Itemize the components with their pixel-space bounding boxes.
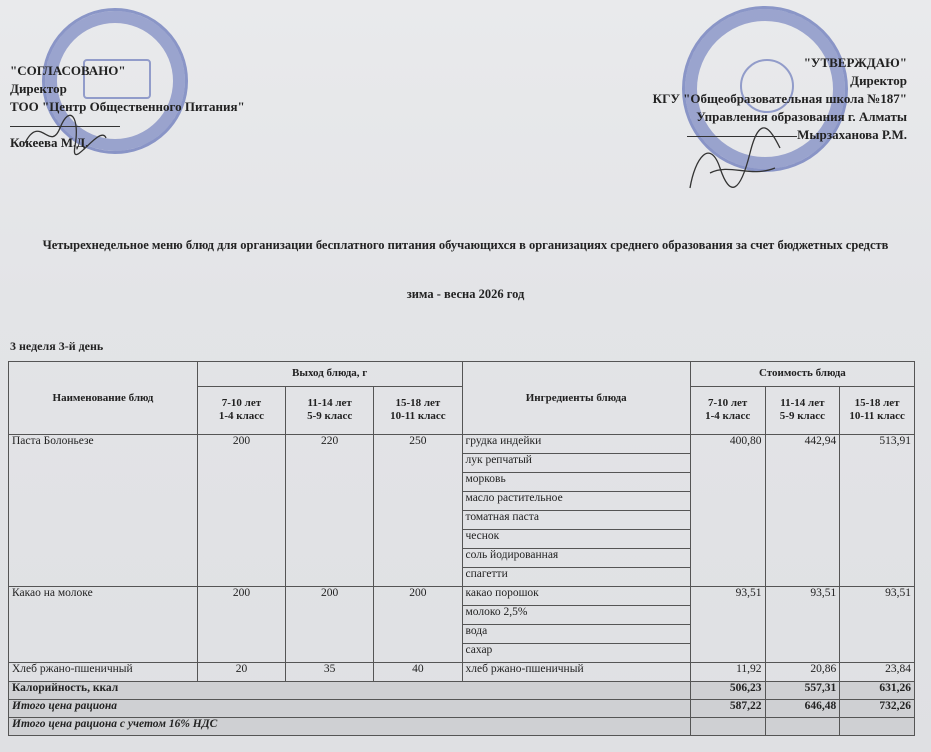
total-label: Итого цена рациона с учетом 16% НДС <box>9 718 691 736</box>
ingredient-cell: сахар <box>462 644 690 663</box>
header-cost-age-1-class: 1-4 класс <box>705 410 751 423</box>
total-value-3: 732,26 <box>840 700 915 718</box>
total-label: Калорийность, ккал <box>9 682 691 700</box>
dish-cost-3: 513,91 <box>840 435 915 587</box>
header-age-1-class: 1-4 класс <box>218 410 265 423</box>
ingredient-cell: морковь <box>462 473 690 492</box>
dish-output-2: 35 <box>286 663 374 682</box>
dish-output-1: 200 <box>197 587 285 663</box>
ingredient-cell: грудка индейки <box>462 435 690 454</box>
dish-output-2: 200 <box>286 587 374 663</box>
header-cost-age-3-years: 15-18 лет <box>854 397 900 410</box>
day-label: 3 неделя 3-й день <box>10 339 104 353</box>
dish-cost-2: 442,94 <box>765 435 840 587</box>
dish-name: Какао на молоке <box>9 587 198 663</box>
header-ingredients: Ингредиенты блюда <box>462 362 690 435</box>
dish-output-2: 220 <box>286 435 374 587</box>
dish-output-3: 200 <box>374 587 462 663</box>
approval-left-position: Директор <box>10 81 67 96</box>
table-row <box>9 435 915 454</box>
header-age-1 <box>197 386 285 434</box>
dish-cost-1: 11,92 <box>690 663 765 682</box>
header-cost-age-2-class: 5-9 класс <box>779 410 825 423</box>
signature-left <box>20 108 110 158</box>
approval-right-position: Директор <box>850 73 907 88</box>
approval-left-name: Кокеева М.Д. <box>10 135 89 150</box>
total-row <box>9 718 915 736</box>
ingredient-cell: соль йодированная <box>462 549 690 568</box>
total-value-2: 646,48 <box>765 700 840 718</box>
table-row <box>9 587 915 606</box>
menu-table <box>8 361 915 736</box>
header-cost-age-1 <box>690 386 765 434</box>
signature-right <box>680 118 790 198</box>
ingredient-cell: какао порошок <box>462 587 690 606</box>
ingredient-cell: томатная паста <box>462 511 690 530</box>
dish-cost-1: 93,51 <box>690 587 765 663</box>
total-value-3 <box>840 718 915 736</box>
header-cost-age-1-years: 7-10 лет <box>707 397 748 410</box>
dish-name: Паста Болоньезе <box>9 435 198 587</box>
total-label: Итого цена рациона <box>9 700 691 718</box>
ingredient-cell: спагетти <box>462 568 690 587</box>
ingredient-cell: лук репчатый <box>462 454 690 473</box>
dish-name: Хлеб ржано-пшеничный <box>9 663 198 682</box>
header-age-2 <box>286 386 374 434</box>
table-row <box>9 663 915 682</box>
total-value-2 <box>765 718 840 736</box>
total-value-1 <box>690 718 765 736</box>
approval-left-org: ТОО "Центр Общественного Питания" <box>10 99 245 114</box>
approval-right-title: "УТВЕРЖДАЮ" <box>803 55 907 70</box>
header-output: Выход блюда, г <box>197 362 462 387</box>
header-cost-age-3-class: 10-11 класс <box>849 410 905 423</box>
dish-cost-3: 93,51 <box>840 587 915 663</box>
total-value-2: 557,31 <box>765 682 840 700</box>
menu-body <box>9 435 915 736</box>
header-age-3 <box>374 386 462 434</box>
season-label: зима - весна 2026 год <box>406 287 525 301</box>
ingredient-cell: вода <box>462 625 690 644</box>
approval-left-title: "СОГЛАСОВАНО" <box>10 63 126 78</box>
total-value-1: 587,22 <box>690 700 765 718</box>
approval-right-name: Мырзаханова Р.М. <box>797 127 907 142</box>
total-row <box>9 682 915 700</box>
total-value-1: 506,23 <box>690 682 765 700</box>
ingredient-cell: масло растительное <box>462 492 690 511</box>
header-cost-age-3 <box>840 386 915 434</box>
ingredient-cell: молоко 2,5% <box>462 606 690 625</box>
dish-cost-1: 400,80 <box>690 435 765 587</box>
header-age-2-class: 5-9 класс <box>307 410 353 423</box>
header-cost: Стоимость блюда <box>690 362 914 387</box>
header-cost-age-2 <box>765 386 840 434</box>
header-cost-age-2-years: 11-14 лет <box>780 397 825 410</box>
dish-output-1: 20 <box>197 663 285 682</box>
approval-right-dept: Управления образования г. Алматы <box>696 109 907 124</box>
header-row-1 <box>9 362 915 387</box>
ingredient-cell: чеснок <box>462 530 690 549</box>
header-age-2-years: 11-14 лет <box>307 397 352 410</box>
ingredient-cell: хлеб ржано-пшеничный <box>462 663 690 682</box>
total-value-3: 631,26 <box>840 682 915 700</box>
header-age-3-years: 15-18 лет <box>395 397 441 410</box>
dish-output-3: 250 <box>374 435 462 587</box>
menu-title: Четырехнедельное меню блюд для организации бесплатного питания обучающихся в организациях среднего образования за счет бюджетных средств <box>42 238 889 252</box>
dish-output-3: 40 <box>374 663 462 682</box>
header-age-3-class: 10-11 класс <box>390 410 446 423</box>
dish-output-1: 200 <box>197 435 285 587</box>
dish-cost-2: 20,86 <box>765 663 840 682</box>
dish-cost-2: 93,51 <box>765 587 840 663</box>
header-dish-name: Наименование блюд <box>9 362 198 435</box>
dish-cost-3: 23,84 <box>840 663 915 682</box>
total-row <box>9 700 915 718</box>
approval-right-org: КГУ "Общеобразовательная школа №187" <box>652 91 907 106</box>
header-age-1-years: 7-10 лет <box>221 397 262 410</box>
